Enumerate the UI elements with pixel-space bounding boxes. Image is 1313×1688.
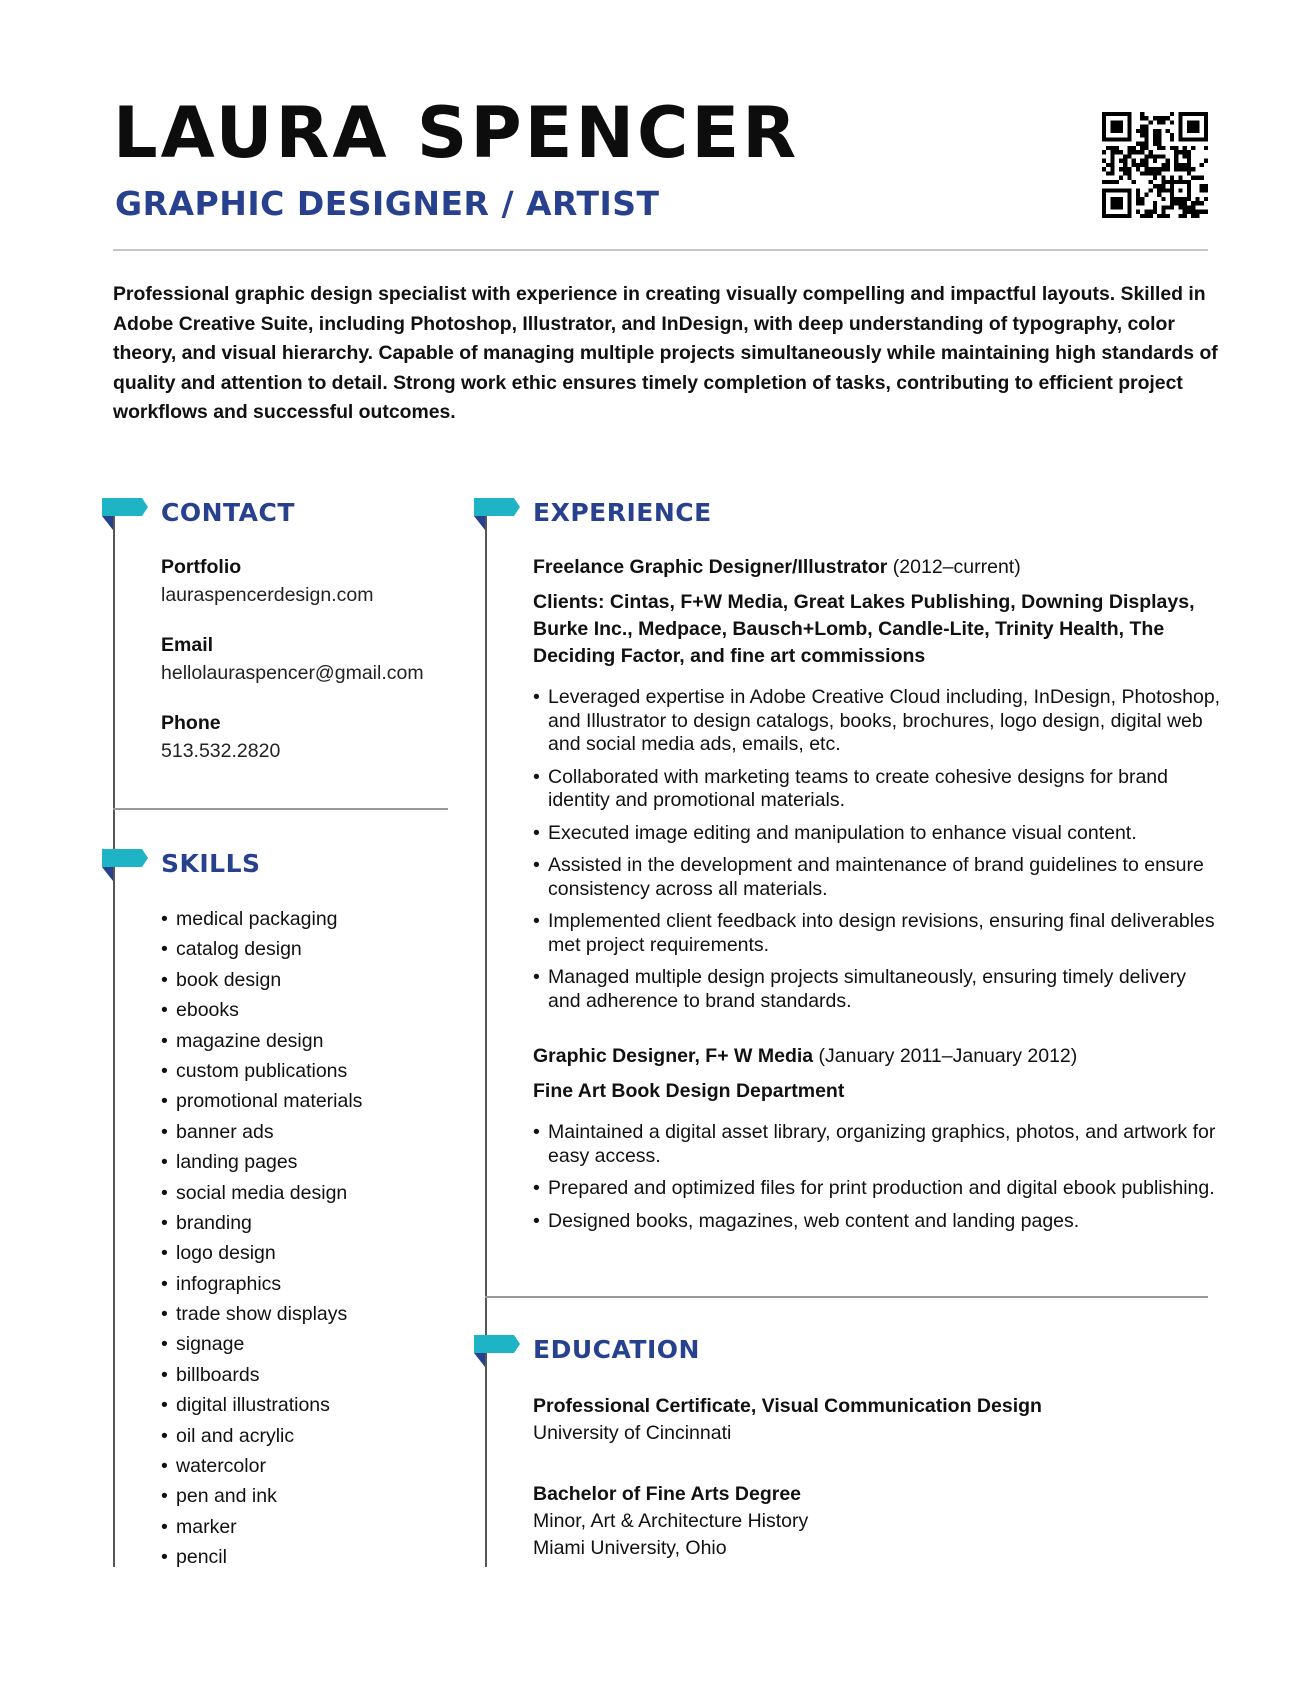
degree-title: Professional Certificate, Visual Communication Design bbox=[533, 1395, 1042, 1417]
job-entry-fw-media bbox=[533, 1045, 1223, 1242]
skill-item: • logo design bbox=[161, 1238, 362, 1268]
job-department: Fine Art Book Design Department bbox=[533, 1080, 845, 1102]
skill-item: • marker bbox=[161, 1512, 362, 1542]
experience-flag-icon bbox=[474, 498, 520, 530]
degree-detail: University of Cincinnati bbox=[533, 1422, 732, 1444]
education-heading: EDUCATION bbox=[533, 1335, 700, 1364]
name-heading: LAURA SPENCER bbox=[113, 92, 800, 174]
skill-item: • signage bbox=[161, 1329, 362, 1359]
degree-detail: Miami University, Ohio bbox=[533, 1537, 727, 1559]
skill-item: • landing pages bbox=[161, 1147, 362, 1177]
job-role: Freelance Graphic Designer/Illustrator bbox=[533, 556, 888, 578]
skill-item: • infographics bbox=[161, 1269, 362, 1299]
skill-item: • custom publications bbox=[161, 1056, 362, 1086]
job-bullet: • Collaborated with marketing teams to create cohesive designs for brand identity and promotional materials. bbox=[533, 766, 1223, 813]
job-bullet: • Executed image editing and manipulation to enhance visual content. bbox=[533, 822, 1223, 846]
skill-item: • trade show displays bbox=[161, 1299, 362, 1329]
summary-paragraph: Professional graphic design specialist with experience in creating visually compelling and impactful layouts. Skilled in Adobe Creative Suite, including Photoshop, Illustrator, and InDesign, with deep understanding of typography, color theory, and visual hierarchy. Capable of managing multiple projects simultaneously while maintaining high standards of quality and attention to detail. Strong work ethic ensures timely completion of tasks, contributing to efficient project workflows and successful outcomes. bbox=[113, 283, 1218, 423]
header-divider bbox=[113, 249, 1208, 251]
contact-flag-icon bbox=[102, 498, 148, 530]
job-bullet: • Implemented client feedback into design revisions, ensuring final deliverables met project requirements. bbox=[533, 910, 1223, 957]
skill-item: • banner ads bbox=[161, 1117, 362, 1147]
job-title-line bbox=[533, 1045, 1223, 1068]
job-bullet: • Prepared and optimized files for print production and digital ebook publishing. bbox=[533, 1177, 1223, 1201]
job-title-heading: GRAPHIC DESIGNER / ARTIST bbox=[115, 184, 660, 223]
skill-item: • social media design bbox=[161, 1178, 362, 1208]
skills-flag-icon bbox=[102, 849, 148, 881]
contact-heading: CONTACT bbox=[161, 498, 295, 527]
skill-item: • book design bbox=[161, 965, 362, 995]
job-entry-freelance bbox=[533, 556, 1223, 1022]
skills-heading: SKILLS bbox=[161, 849, 261, 878]
skill-item: • billboards bbox=[161, 1360, 362, 1390]
job-dates: (2012–current) bbox=[892, 556, 1021, 578]
skill-item: • promotional materials bbox=[161, 1086, 362, 1116]
job-clients: Clients: Cintas, F+W Media, Great Lakes Publishing, Downing Displays, Burke Inc., Medpace, Bausch+Lomb, Candle-Lite, Trinity Health, The Deciding Factor, and fine art commissions bbox=[533, 591, 1195, 667]
experience-heading: EXPERIENCE bbox=[533, 498, 712, 527]
portfolio-label: Portfolio bbox=[161, 556, 242, 578]
skill-item: • branding bbox=[161, 1208, 362, 1238]
job-bullet-list bbox=[533, 1121, 1223, 1233]
skill-item: • pencil bbox=[161, 1542, 362, 1572]
skill-item: • pen and ink bbox=[161, 1481, 362, 1511]
skill-item: • medical packaging bbox=[161, 904, 362, 934]
contact-block bbox=[161, 556, 461, 790]
phone-label: Phone bbox=[161, 712, 221, 734]
job-bullet: • Managed multiple design projects simultaneously, ensuring timely delivery and adherence to brand standards. bbox=[533, 966, 1223, 1013]
skill-item: • watercolor bbox=[161, 1451, 362, 1481]
job-bullet-list bbox=[533, 686, 1223, 1013]
skills-list bbox=[161, 904, 362, 1573]
experience-divider bbox=[485, 1296, 1208, 1298]
job-bullet: • Leveraged expertise in Adobe Creative Cloud including, InDesign, Photoshop, and Illustrator to design catalogs, books, brochures, logo design, digital web and social media ads, emails, etc. bbox=[533, 686, 1223, 757]
email-label: Email bbox=[161, 634, 214, 656]
contact-divider bbox=[113, 808, 448, 810]
skill-item: • ebooks bbox=[161, 995, 362, 1025]
job-bullet: • Maintained a digital asset library, organizing graphics, photos, and artwork for easy access. bbox=[533, 1121, 1223, 1168]
portfolio-link[interactable]: lauraspencerdesign.com bbox=[161, 584, 374, 606]
phone-number[interactable]: 513.532.2820 bbox=[161, 740, 281, 762]
email-link[interactable]: hellolauraspencer@gmail.com bbox=[161, 662, 424, 684]
qr-code-icon bbox=[1102, 112, 1208, 218]
job-dates: (January 2011–January 2012) bbox=[818, 1045, 1078, 1067]
job-title-line bbox=[533, 556, 1223, 579]
skill-item: • catalog design bbox=[161, 934, 362, 964]
left-column-rule bbox=[113, 512, 115, 1567]
education-flag-icon bbox=[474, 1335, 520, 1367]
right-column-rule bbox=[485, 512, 487, 1567]
degree-detail: Minor, Art & Architecture History bbox=[533, 1510, 809, 1532]
job-bullet: • Assisted in the development and maintenance of brand guidelines to ensure consistency across all materials. bbox=[533, 854, 1223, 901]
degree-title: Bachelor of Fine Arts Degree bbox=[533, 1483, 802, 1505]
job-role: Graphic Designer, F+ W Media bbox=[533, 1045, 814, 1067]
education-entry bbox=[533, 1393, 1213, 1447]
education-entry bbox=[533, 1481, 1213, 1562]
job-bullet: • Designed books, magazines, web content and landing pages. bbox=[533, 1210, 1223, 1234]
skill-item: • oil and acrylic bbox=[161, 1421, 362, 1451]
skill-item: • digital illustrations bbox=[161, 1390, 362, 1420]
skill-item: • magazine design bbox=[161, 1026, 362, 1056]
